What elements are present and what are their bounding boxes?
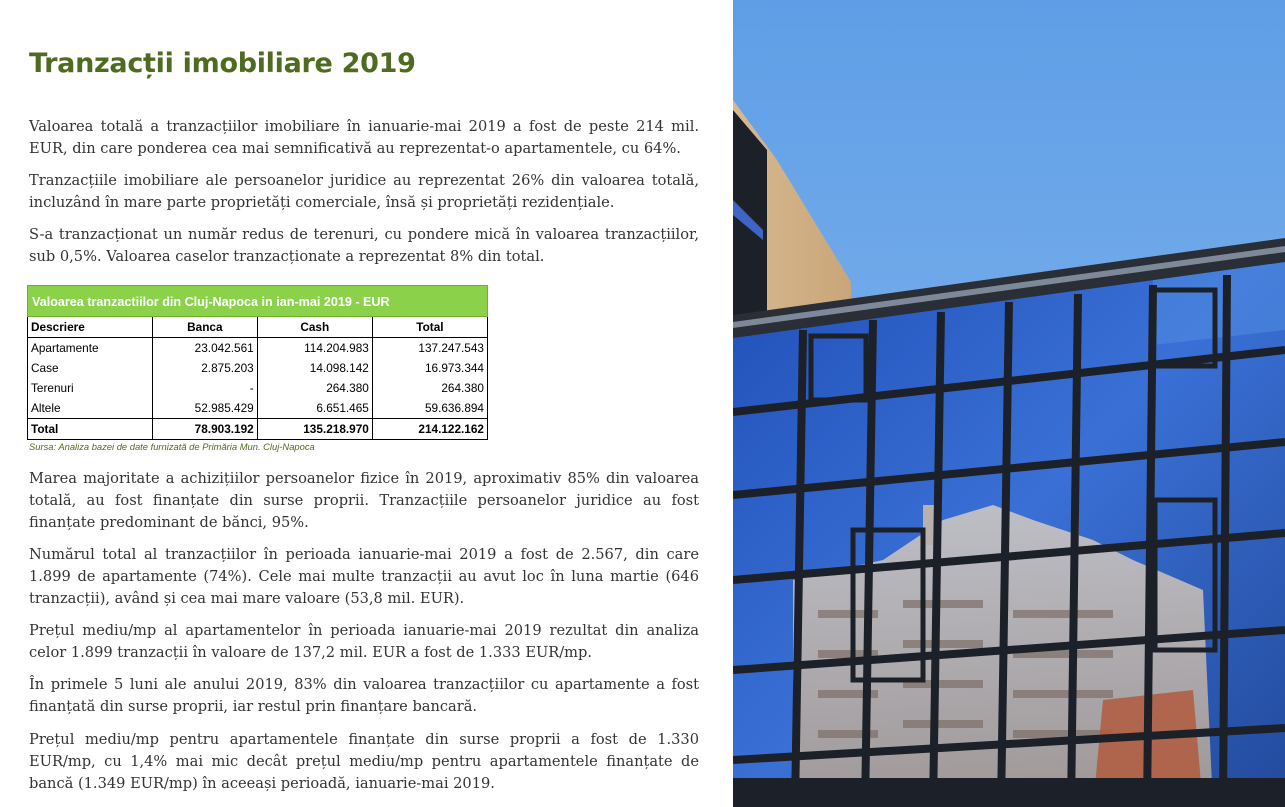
paragraph-own-funds: În primele 5 luni ale anului 2019, 83% din valoarea tranzacțiilor cu apartamente a fost finanțată din surse proprii, iar restul prin finanțare bancară. [29, 676, 699, 715]
paragraph-financing: Marea majoritate a achizițiilor persoanelor fizice în 2019, aproximativ 85% din valoarea totală, au fost finanțate din surse proprii. Tranzacțiile persoanelor juridice au fost finanțate predominant de bănci, 95%. [29, 470, 699, 531]
table-caption: Valoarea tranzactiilor din Cluj-Napoca in ian-mai 2019 - EUR [27, 285, 488, 317]
paragraph-land-houses: S-a tranzacționat un număr redus de terenuri, cu pondere mică în valoarea tranzacțiilor, sub 0,5%. Valoarea caselor tranzacționate a reprezentat 8% din total. [29, 226, 699, 265]
cell-banca: 2.875.203 [153, 358, 258, 378]
cell-total: 59.636.894 [372, 398, 487, 419]
paragraph-total-value: Valoarea totală a tranzacțiilor imobiliare în ianuarie-mai 2019 a fost de peste 214 mil. EUR, din care ponderea cea mai semnificativă au reprezentat-o apartamentele, cu 64%. [29, 118, 699, 157]
transactions-table [27, 285, 488, 440]
header-cash: Cash [257, 317, 372, 338]
cell-cash: 6.651.465 [257, 398, 372, 419]
cell-label: Case [31, 361, 59, 375]
cell-label: Apartamente [31, 341, 99, 355]
cell-total: 264.380 [372, 378, 487, 398]
header-banca: Banca [153, 317, 258, 338]
cell-banca: 23.042.561 [153, 338, 258, 359]
table-row [28, 338, 488, 359]
cell-cash: 114.204.983 [257, 338, 372, 359]
paragraph-legal-entities: Tranzacțiile imobiliare ale persoanelor juridice au reprezentat 26% din valoarea totală, incluzând în mare parte proprietăți comerciale, însă și proprietăți rezidențiale. [29, 172, 699, 211]
page-title: Tranzacții imobiliare 2019 [29, 48, 416, 79]
paragraph-average-price: Prețul mediu/mp al apartamentelor în perioada ianuarie-mai 2019 rezultat din analiza celor 1.899 tranzacții în valoare de 137,2 mil. EUR a fost de 1.333 EUR/mp. [29, 622, 699, 661]
table-row [28, 378, 488, 398]
table-row [28, 358, 488, 378]
table-total-row [28, 419, 488, 440]
table-header-row [28, 317, 488, 338]
paragraph-price-comparison: Prețul mediu/mp pentru apartamentele finanțate din surse proprii a fost de 1.330 EUR/mp, cu 1,4% mai mic decât prețul mediu/mp pentru apartamentele finanțate de bancă (1.349 EUR/mp) în aceeași perioadă, ianuarie-mai 2019. [29, 731, 699, 792]
paragraph-transaction-count: Numărul total al tranzacțiilor în perioada ianuarie-mai 2019 a fost de 2.567, din care 1.899 de apartamente (74%). Cele mai multe tranzacții au avut loc în luna martie (646 tranzacții), având și cea mai mare valoare (53,8 mil. EUR). [29, 546, 699, 607]
header-total: Total [372, 317, 487, 338]
header-descriere: Descriere [28, 317, 153, 338]
cell-total-label: Total [28, 419, 153, 440]
table-source-note: Sursa: Analiza bazei de date furnizată de Primăria Mun. Cluj-Napoca [29, 441, 315, 452]
table-row [28, 398, 488, 419]
cell-total: 137.247.543 [372, 338, 487, 359]
cell-label: Terenuri [31, 381, 74, 395]
cell-total-banca: 78.903.192 [153, 419, 258, 440]
building-glass-facade-photo [733, 0, 1285, 807]
cell-total-total: 214.122.162 [372, 419, 487, 440]
cell-banca: - [153, 378, 258, 398]
cell-total: 16.973.344 [372, 358, 487, 378]
cell-cash: 264.380 [257, 378, 372, 398]
cell-cash: 14.098.142 [257, 358, 372, 378]
cell-label: Altele [31, 401, 61, 415]
cell-total-cash: 135.218.970 [257, 419, 372, 440]
cell-banca: 52.985.429 [153, 398, 258, 419]
